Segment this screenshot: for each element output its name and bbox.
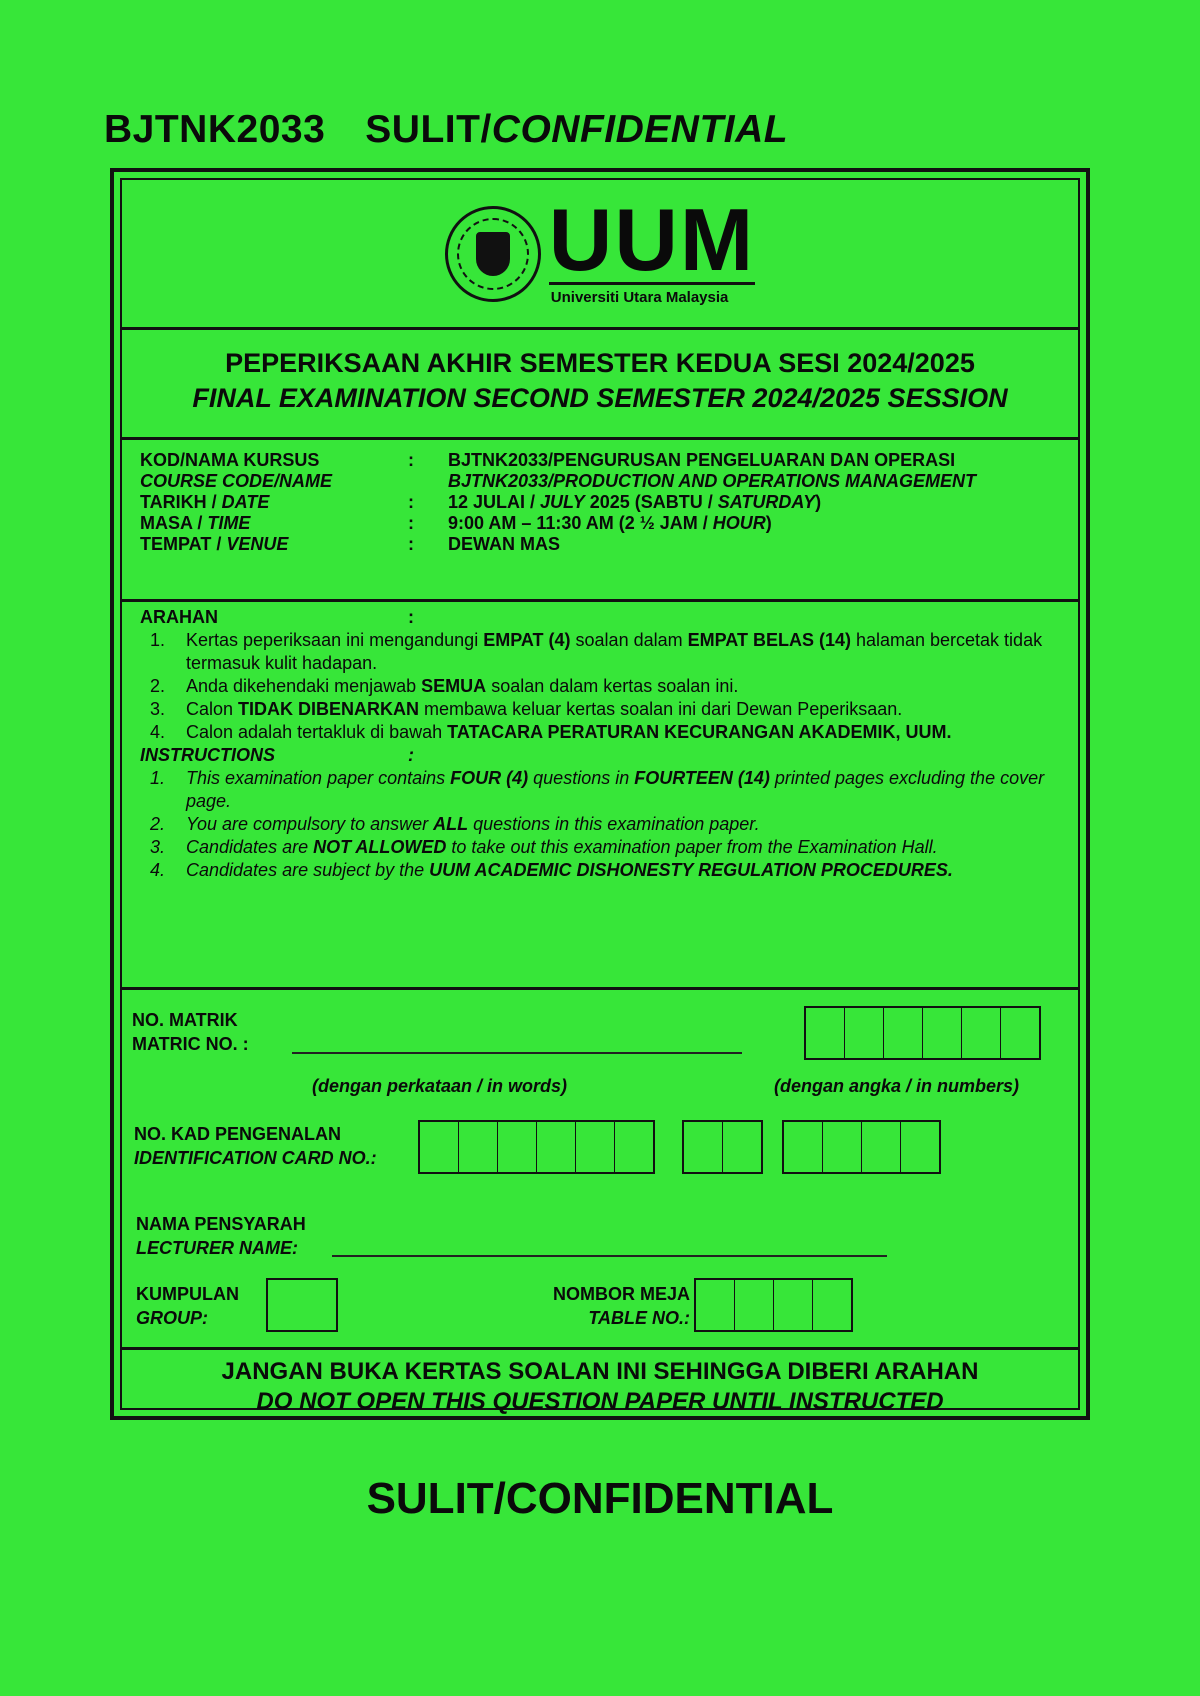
ic-boxes-2[interactable] [682, 1120, 763, 1174]
instruction-text: soalan dalam kertas soalan ini. [486, 676, 739, 696]
course-label: KOD/NAMA KURSUS [140, 450, 320, 470]
instruction-text: UUM ACADEMIC DISHONESTY REGULATION PROCEDURES. [429, 860, 953, 880]
instruction-item: 4. Calon adalah tertakluk di bawah TATACARA PERATURAN KECURANGAN AKADEMIK, UUM. [150, 722, 952, 742]
instruction-item: 1. Kertas peperiksaan ini mengandungi EMPAT (4) soalan dalam EMPAT BELAS (14) halaman bercetak tidak termasuk kulit hadapan. [150, 630, 1043, 673]
instruction-text: ALL [433, 814, 469, 834]
lecturer-name-field[interactable] [332, 1255, 887, 1257]
instruction-text: Anda dikehendaki menjawab [186, 676, 422, 696]
exam-time: 9:00 AM – 11:30 AM (2 ½ JAM / HOUR) [448, 513, 772, 533]
warning-footer: JANGAN BUKA KERTAS SOALAN INI SEHINGGA DIBERI ARAHAN DO NOT OPEN THIS QUESTION PAPER UNTIL INSTRUCTED [221, 1358, 979, 1415]
instruction-text: FOUR (4) [450, 768, 529, 788]
instructions-english: INSTRUCTIONS : 1. This examination paper contains FOUR (4) questions in FOURTEEN (14) printed pages excluding the cover page. 2. You are compulsory to answer ALL questions in this examination paper. 3. Candidates are NOT ALLOWED to take out this examination paper from the Examination Hall. 4. Candidates are subject by the UUM ACADEMIC DISHONESTY REGULATION PROCEDURES. [140, 744, 1078, 882]
instruction-text: halaman bercetak tidak termasuk kulit hadapan. [186, 630, 1043, 673]
instruction-item: 3. Calon TIDAK DIBENARKAN membawa keluar kertas soalan ini dari Dewan Peperiksaan. [150, 699, 903, 719]
exam-venue: DEWAN MAS [448, 534, 560, 554]
bottom-confidential: SULIT/CONFIDENTIAL [366, 1474, 834, 1523]
title-english: FINAL EXAMINATION SECOND SEMESTER 2024/2025 SESSION [192, 383, 1008, 413]
instruction-item: 1. This examination paper contains FOUR (4) questions in FOURTEEN (14) printed pages excluding the cover page. [150, 768, 1045, 811]
instruction-text: questions in this examination paper. [468, 814, 760, 834]
instruction-text: Kertas peperiksaan ini mengandungi [186, 630, 484, 650]
confidential-label-italic: CONFIDENTIAL [491, 108, 789, 151]
instruction-text: SEMUA [421, 676, 487, 696]
instruction-text: membawa keluar kertas soalan ini dari Dewan Peperiksaan. [419, 699, 903, 719]
instruction-item: 3. Candidates are NOT ALLOWED to take out this examination paper from the Examination Hall. [150, 837, 938, 857]
instruction-item: 4. Candidates are subject by the UUM ACADEMIC DISHONESTY REGULATION PROCEDURES. [150, 860, 953, 880]
exam-title [122, 330, 1078, 440]
instruction-item: 2. Anda dikehendaki menjawab SEMUA soalan dalam kertas soalan ini. [150, 676, 739, 696]
instruction-text: soalan dalam [570, 630, 688, 650]
matric-number-boxes[interactable] [804, 1006, 1041, 1060]
course-code: BJTNK2033 [104, 108, 326, 151]
instruction-text: printed pages excluding the cover page. [186, 768, 1045, 811]
instruction-text: TIDAK DIBENARKAN [238, 699, 420, 719]
header [104, 108, 788, 152]
logo-section [122, 180, 1078, 330]
course-name-malay: BJTNK2033/PENGURUSAN PENGELUARAN DAN OPERASI [448, 450, 956, 470]
candidate-form: NO. MATRIK MATRIC NO. : (dengan perkataan / in words) (dengan angka / in numbers) NO. KAD PENGENALAN IDENTIFICATION CARD NO.: NAMA PENSYARAH LECTURER NAME: KUMPULAN GROUP: NOMBOR MEJA TABLE NO.: [122, 990, 1078, 1350]
course-info: KOD/NAMA KURSUS : BJTNK2033/PENGURUSAN PENGELUARAN DAN OPERASI COURSE CODE/NAME BJTNK2033/PRODUCTION AND OPERATIONS MANAGEMENT TARIKH / DATE : 12 JULAI / JULY 2025 (SABTU / SATURDAY) MASA / TIME : 9:00 AM – 11:30 AM (2 ½ JAM / HOUR) TEMPAT / VENUE : DEWAN MAS [122, 440, 1078, 602]
uum-logo: UUM Universiti Utara Malaysia [548, 189, 756, 306]
instructions-malay: ARAHAN : 1. Kertas peperiksaan ini mengandungi EMPAT (4) soalan dalam EMPAT BELAS (14) halaman bercetak tidak termasuk kulit hadapan. 2. Anda dikehendaki menjawab SEMUA soalan dalam kertas soalan ini. 3. Calon TIDAK DIBENARKAN membawa keluar kertas soalan ini dari Dewan Peperiksaan. 4. Calon adalah tertakluk di bawah TATACARA PERATURAN KECURANGAN AKADEMIK, UUM. [140, 606, 1078, 744]
instruction-text: EMPAT (4) [483, 630, 571, 650]
title-malay: PEPERIKSAAN AKHIR SEMESTER KEDUA SESI 2024/2025 [225, 348, 975, 378]
group-box[interactable] [266, 1278, 338, 1332]
course-label-en: COURSE CODE/NAME [140, 471, 333, 491]
instruction-text: NOT ALLOWED [313, 837, 447, 857]
instruction-text: Calon adalah tertakluk di bawah [186, 722, 448, 742]
uum-seal-icon [445, 206, 541, 302]
instructions [122, 602, 1078, 990]
instruction-text: EMPAT BELAS (14) [687, 630, 851, 650]
instruction-text: Candidates are [186, 837, 314, 857]
confidential-label: SULIT/ [365, 108, 492, 151]
instruction-text: This examination paper contains [186, 768, 451, 788]
ic-boxes-1[interactable] [418, 1120, 655, 1174]
instruction-text: Candidates are subject by the [186, 860, 430, 880]
course-name-english: BJTNK2033/PRODUCTION AND OPERATIONS MANAGEMENT [448, 471, 977, 491]
instruction-text: questions in [528, 768, 635, 788]
exam-date: 12 JULAI / JULY 2025 (SABTU / SATURDAY) [448, 492, 822, 512]
matric-words-field[interactable] [292, 1052, 742, 1054]
instruction-text: TATACARA PERATURAN KECURANGAN AKADEMIK, UUM. [447, 722, 952, 742]
cover-box [110, 168, 1090, 1420]
table-number-boxes[interactable] [694, 1278, 853, 1332]
ic-boxes-3[interactable] [782, 1120, 941, 1174]
instruction-item: 2. You are compulsory to answer ALL questions in this examination paper. [150, 814, 760, 834]
instruction-text: to take out this examination paper from the Examination Hall. [446, 837, 938, 857]
instruction-text: Calon [186, 699, 239, 719]
instruction-text: You are compulsory to answer [186, 814, 434, 834]
instruction-text: FOURTEEN (14) [634, 768, 770, 788]
